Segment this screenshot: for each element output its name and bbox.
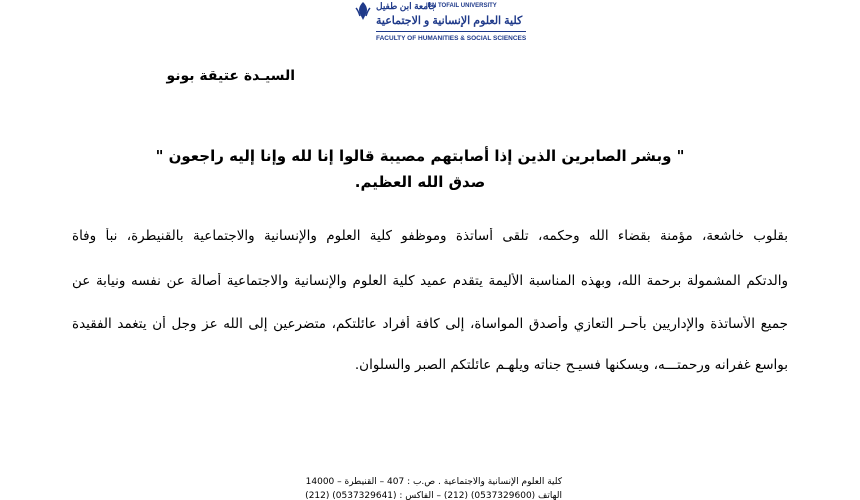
university-name-arabic: جامعة ابن طفيل bbox=[376, 1, 437, 11]
recipient-name: السيـدة عتيقة بونو bbox=[166, 68, 295, 84]
letterhead-text bbox=[376, 0, 526, 50]
quran-verse: " وبشر الصابرين الذين إذا أصابتهم مصيبة قالوا إنا لله وإنا إليه راجعون " bbox=[155, 147, 685, 165]
condolence-line-2: والدتكم المشمولة برحمة الله، وبهذه المناسبة الأليمة يتقدم عميد كلية العلوم والإنسانية والاجتماعية أصالة عن نفسه ونيابة عن bbox=[72, 273, 788, 289]
letterhead-divider bbox=[376, 31, 526, 32]
letterhead-logo bbox=[348, 0, 528, 50]
condolence-line-3: جميع الأساتذة والإداريين بأحـر التعازي وأصدق المواساة، إلى كافة أفراد عائلتكم، متضرعين إلى الله عز وجل أن يتغمد الفقيدة bbox=[72, 316, 788, 332]
footer-address: كلية العلوم الإنسانية والاجتماعية . ص.ب : 407 – القنيطرة – 14000 bbox=[305, 477, 562, 487]
faculty-name-arabic: كلية العلوم الإنسانية و الاجتماعية bbox=[376, 15, 523, 27]
faculty-name-english: FACULTY OF HUMANITIES & SOCIAL SCIENCES bbox=[376, 35, 527, 42]
verse-closing: صدق الله العظيم. bbox=[354, 173, 486, 191]
university-name-english: IBN TOFAIL UNIVERSITY bbox=[426, 3, 497, 9]
footer-phone: الهاتف (0537329600) (212) – الفاكس : (0537329641) (212) bbox=[305, 491, 562, 500]
condolence-line-4: بواسع غفرانه ورحمتـــه، ويسكنها فسيـح جناته ويلهـم عائلتكم الصبر والسلوان. bbox=[354, 357, 788, 373]
university-emblem-icon bbox=[352, 0, 374, 22]
condolence-line-1: بقلوب خاشعة، مؤمنة بقضاء الله وحكمه، تلقى أساتذة وموظفو كلية العلوم والإنسانية والاجتماعية بالقنيطرة، نبأ وفاة bbox=[72, 228, 788, 244]
